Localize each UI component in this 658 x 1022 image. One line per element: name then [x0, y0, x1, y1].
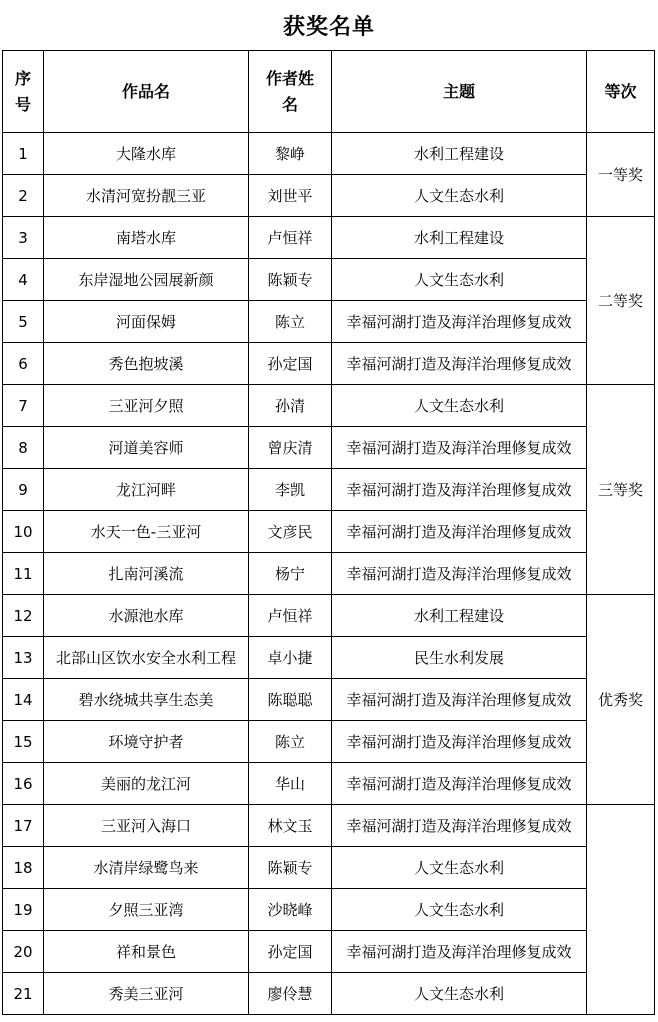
- cell-work-title: 秀色抱坡溪: [44, 343, 249, 385]
- cell-topic: 幸福河湖打造及海洋治理修复成效: [332, 343, 587, 385]
- table-header-row: [3, 51, 655, 133]
- table-row: [3, 679, 655, 721]
- table-row: [3, 763, 655, 805]
- cell-topic: 民生水利发展: [332, 637, 587, 679]
- cell-work-title: 南塔水库: [44, 217, 249, 259]
- cell-topic: 幸福河湖打造及海洋治理修复成效: [332, 931, 587, 973]
- cell-work-title: 河道美容师: [44, 427, 249, 469]
- cell-index: 21: [3, 973, 44, 1015]
- cell-topic: 人文生态水利: [332, 847, 587, 889]
- cell-author: 陈颖专: [249, 847, 332, 889]
- cell-author: 文彦民: [249, 511, 332, 553]
- cell-topic: 幸福河湖打造及海洋治理修复成效: [332, 511, 587, 553]
- cell-work-title: 碧水绕城共享生态美: [44, 679, 249, 721]
- header-index-line-2: 号: [14, 94, 31, 114]
- cell-topic: 人文生态水利: [332, 175, 587, 217]
- cell-author: 孙定国: [249, 343, 332, 385]
- table-row: [3, 343, 655, 385]
- table-row: [3, 805, 655, 847]
- cell-work-title: 三亚河入海口: [44, 805, 249, 847]
- table-row: [3, 133, 655, 175]
- header-author: [249, 51, 332, 133]
- cell-index: 10: [3, 511, 44, 553]
- awards-table: [2, 50, 655, 1015]
- cell-author: 华山: [249, 763, 332, 805]
- cell-topic: 幸福河湖打造及海洋治理修复成效: [332, 805, 587, 847]
- cell-author: 刘世平: [249, 175, 332, 217]
- cell-index: 9: [3, 469, 44, 511]
- table-row: [3, 721, 655, 763]
- cell-index: 17: [3, 805, 44, 847]
- cell-author: 孙定国: [249, 931, 332, 973]
- cell-author: 沙晓峰: [249, 889, 332, 931]
- cell-work-title: 河面保姆: [44, 301, 249, 343]
- cell-topic: 水利工程建设: [332, 217, 587, 259]
- cell-index: 18: [3, 847, 44, 889]
- cell-work-title: 夕照三亚湾: [44, 889, 249, 931]
- cell-work-title: 水清岸绿鹭鸟来: [44, 847, 249, 889]
- table-row: [3, 385, 655, 427]
- cell-index: 8: [3, 427, 44, 469]
- cell-topic: 人文生态水利: [332, 385, 587, 427]
- cell-author: 孙清: [249, 385, 332, 427]
- table-row: [3, 973, 655, 1015]
- cell-work-title: 大隆水库: [44, 133, 249, 175]
- header-topic: 主题: [332, 51, 587, 133]
- cell-topic: 水利工程建设: [332, 595, 587, 637]
- cell-author: 陈立: [249, 721, 332, 763]
- cell-author: 曾庆清: [249, 427, 332, 469]
- cell-author: 陈颖专: [249, 259, 332, 301]
- cell-topic: 幸福河湖打造及海洋治理修复成效: [332, 721, 587, 763]
- cell-topic: 水利工程建设: [332, 133, 587, 175]
- table-row: [3, 553, 655, 595]
- cell-grade: 一等奖: [587, 133, 655, 217]
- cell-index: 12: [3, 595, 44, 637]
- cell-author: 李凯: [249, 469, 332, 511]
- cell-index: 15: [3, 721, 44, 763]
- header-work: 作品名: [44, 51, 249, 133]
- cell-index: 1: [3, 133, 44, 175]
- cell-topic: 幸福河湖打造及海洋治理修复成效: [332, 679, 587, 721]
- cell-topic: 幸福河湖打造及海洋治理修复成效: [332, 301, 587, 343]
- cell-work-title: 水天一色-三亚河: [44, 511, 249, 553]
- cell-topic: 人文生态水利: [332, 889, 587, 931]
- table-row: [3, 217, 655, 259]
- cell-index: 19: [3, 889, 44, 931]
- cell-topic: 人文生态水利: [332, 259, 587, 301]
- header-index: [3, 51, 44, 133]
- cell-author: 黎峥: [249, 133, 332, 175]
- cell-work-title: 水源池水库: [44, 595, 249, 637]
- table-row: [3, 889, 655, 931]
- cell-index: 11: [3, 553, 44, 595]
- cell-topic: 人文生态水利: [332, 973, 587, 1015]
- table-row: [3, 427, 655, 469]
- table-row: [3, 511, 655, 553]
- cell-index: 14: [3, 679, 44, 721]
- cell-author: 廖伶慧: [249, 973, 332, 1015]
- cell-index: 5: [3, 301, 44, 343]
- cell-index: 7: [3, 385, 44, 427]
- table-row: [3, 301, 655, 343]
- cell-topic: 幸福河湖打造及海洋治理修复成效: [332, 427, 587, 469]
- table-row: [3, 595, 655, 637]
- table-body: [3, 133, 655, 1015]
- table-row: [3, 469, 655, 511]
- cell-index: 3: [3, 217, 44, 259]
- table-row: [3, 175, 655, 217]
- cell-grade: 三等奖: [587, 385, 655, 595]
- cell-topic: 幸福河湖打造及海洋治理修复成效: [332, 469, 587, 511]
- cell-work-title: 环境守护者: [44, 721, 249, 763]
- cell-index: 2: [3, 175, 44, 217]
- table-row: [3, 259, 655, 301]
- cell-work-title: 水清河宽扮靓三亚: [44, 175, 249, 217]
- header-index-line-1: 序: [14, 68, 31, 88]
- table-row: [3, 931, 655, 973]
- cell-work-title: 东岸湿地公园展新颜: [44, 259, 249, 301]
- cell-work-title: 三亚河夕照: [44, 385, 249, 427]
- header-grade: 等次: [587, 51, 655, 133]
- cell-author: 杨宁: [249, 553, 332, 595]
- cell-author: 林文玉: [249, 805, 332, 847]
- cell-index: 16: [3, 763, 44, 805]
- cell-grade: 优秀奖: [587, 595, 655, 805]
- page-title: 获奖名单: [282, 15, 375, 40]
- cell-author: 卢恒祥: [249, 217, 332, 259]
- cell-work-title: 祥和景色: [44, 931, 249, 973]
- table-row: [3, 637, 655, 679]
- cell-work-title: 扎南河溪流: [44, 553, 249, 595]
- header-author-line-1: 作者姓: [265, 68, 314, 88]
- cell-author: 陈聪聪: [249, 679, 332, 721]
- cell-topic: 幸福河湖打造及海洋治理修复成效: [332, 553, 587, 595]
- cell-work-title: 龙江河畔: [44, 469, 249, 511]
- cell-author: 卢恒祥: [249, 595, 332, 637]
- cell-index: 13: [3, 637, 44, 679]
- cell-index: 4: [3, 259, 44, 301]
- cell-work-title: 美丽的龙江河: [44, 763, 249, 805]
- table-row: [3, 847, 655, 889]
- cell-work-title: 秀美三亚河: [44, 973, 249, 1015]
- cell-author: 卓小捷: [249, 637, 332, 679]
- header-author-line-2: 名: [281, 94, 298, 114]
- cell-grade: 二等奖: [587, 217, 655, 385]
- cell-work-title: 北部山区饮水安全水利工程: [44, 637, 249, 679]
- cell-grade: [587, 805, 655, 1015]
- cell-author: 陈立: [249, 301, 332, 343]
- cell-index: 20: [3, 931, 44, 973]
- cell-topic: 幸福河湖打造及海洋治理修复成效: [332, 763, 587, 805]
- cell-index: 6: [3, 343, 44, 385]
